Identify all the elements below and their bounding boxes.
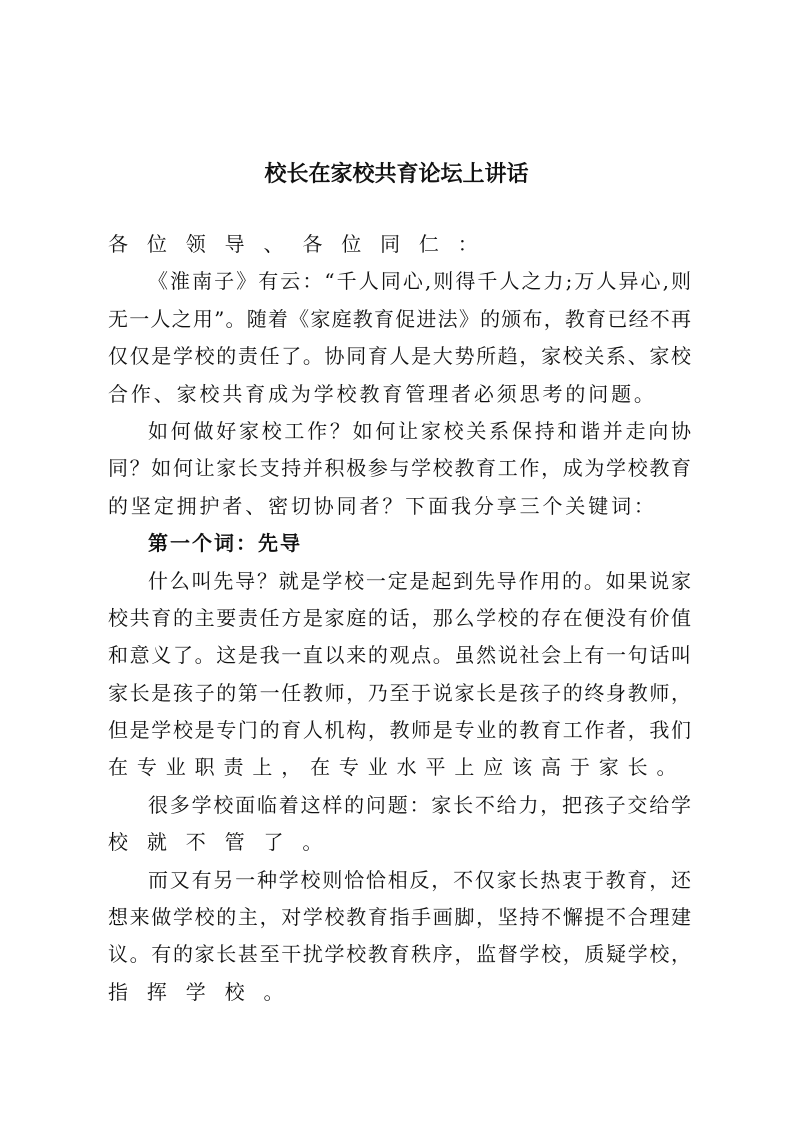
document-body	[108, 226, 691, 1011]
document-title: 校长在家校共育论坛上讲话	[264, 162, 529, 187]
paragraph-line: 的坚定拥护者、密切协同者？下面我分享三个关键词：	[108, 493, 657, 518]
paragraph-line: 想来做学校的主，对学校教育指手画脚，坚持不懈提不合理建	[108, 905, 691, 930]
paragraph-line: 和意义了。这是我一直以来的观点。虽然说社会上有一句话叫	[108, 643, 691, 668]
paragraph-line: 而又有另一种学校则恰恰相反，不仅家长热衷于教育，还	[148, 867, 691, 892]
paragraph-line: 校就不管了。	[108, 830, 342, 855]
paragraph-line: 很多学校面临着这样的问题：家长不给力，把孩子交给学	[148, 792, 691, 817]
section-heading: 第一个词：先导	[148, 531, 302, 556]
paragraph-line: 同？如何让家长支持并积极参与学校教育工作，成为学校教育	[108, 456, 691, 481]
paragraph-line: 家长是孩子的第一任教师，乃至于说家长是孩子的终身教师，	[108, 680, 691, 705]
paragraph-line: 指挥学校。	[108, 979, 303, 1004]
paragraph-line: 仅仅是学校的责任了。协同育人是大势所趋，家校关系、家校	[108, 344, 691, 369]
paragraph-line: 合作、家校共育成为学校教育管理者必须思考的问题。	[108, 381, 657, 406]
paragraph-line: 议。有的家长甚至干扰学校教育秩序，监督学校，质疑学校，	[108, 942, 691, 967]
paragraph-line: 无一人之用”。随着《家庭教育促进法》的颁布，教育已经不再	[108, 306, 691, 331]
paragraph-line: 《淮南子》有云：“千人同心,则得千人之力;万人异心,则	[148, 269, 691, 294]
paragraph-line: 但是学校是专门的育人机构，教师是专业的教育工作者，我们	[108, 718, 691, 743]
salutation: 各位领导、各位同仁：	[108, 232, 497, 256]
paragraph-line: 什么叫先导？就是学校一定是起到先导作用的。如果说家	[148, 568, 691, 593]
paragraph-line: 在专业职责上，在专业水平上应该高于家长。	[108, 755, 686, 780]
paragraph-line: 如何做好家校工作？如何让家校关系保持和谐并走向协	[148, 418, 691, 443]
paragraph-line: 校共育的主要责任方是家庭的话，那么学校的存在便没有价值	[108, 605, 691, 630]
